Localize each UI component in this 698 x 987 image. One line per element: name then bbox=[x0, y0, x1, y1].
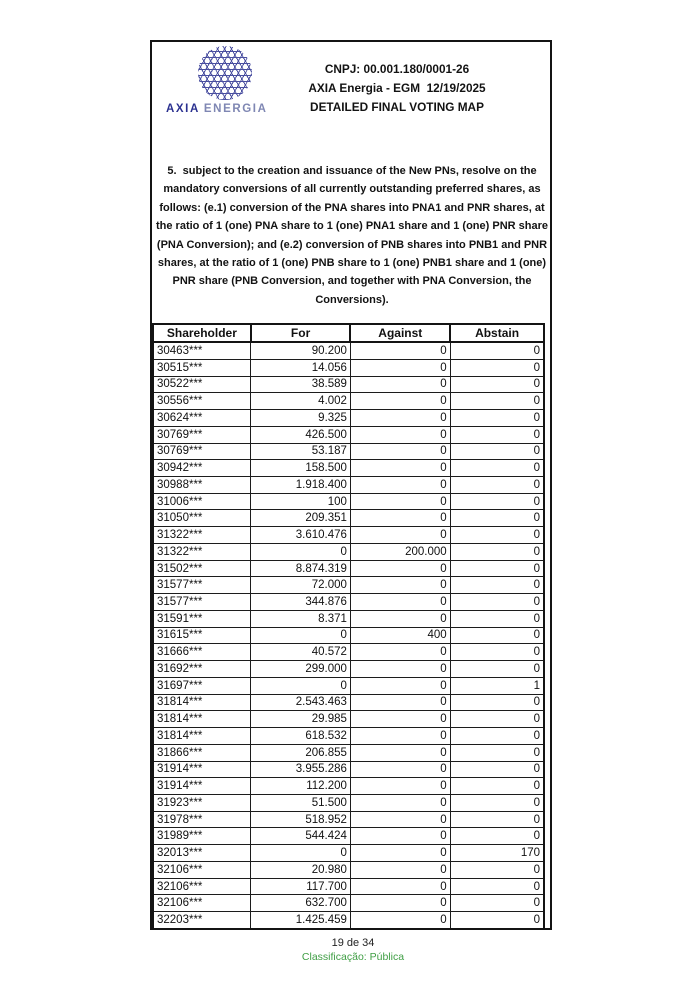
vote-value-cell: 0 bbox=[450, 527, 544, 544]
table-row bbox=[153, 460, 544, 477]
vote-value-cell: 0 bbox=[450, 393, 544, 410]
vote-value-cell: 3.610.476 bbox=[251, 527, 351, 544]
vote-value-cell: 0 bbox=[350, 878, 450, 895]
brand-name-secondary: ENERGIA bbox=[203, 103, 268, 115]
vote-value-cell: 1 bbox=[450, 677, 544, 694]
vote-value-cell: 0 bbox=[450, 778, 544, 795]
page-number: 19 de 34 bbox=[331, 937, 375, 949]
vote-value-cell: 14.056 bbox=[251, 359, 351, 376]
table-row bbox=[153, 359, 544, 376]
vote-value-cell: 0 bbox=[450, 661, 544, 678]
shareholder-cell: 31978*** bbox=[153, 811, 251, 828]
vote-value-cell: 0 bbox=[350, 661, 450, 678]
vote-value-cell: 0 bbox=[450, 543, 544, 560]
table-row bbox=[153, 393, 544, 410]
vote-value-cell: 0 bbox=[450, 477, 544, 494]
shareholder-cell: 31050*** bbox=[153, 510, 251, 527]
shareholder-cell: 31814*** bbox=[153, 728, 251, 745]
vote-value-cell: 0 bbox=[450, 510, 544, 527]
title-line: AXIA Energia - EGM 12/19/2025 bbox=[308, 81, 486, 95]
vote-value-cell: 0 bbox=[350, 610, 450, 627]
table-row bbox=[153, 477, 544, 494]
vote-value-cell: 0 bbox=[450, 761, 544, 778]
vote-value-cell: 0 bbox=[350, 912, 450, 929]
shareholder-cell: 31923*** bbox=[153, 794, 251, 811]
vote-value-cell: 0 bbox=[350, 728, 450, 745]
table-row bbox=[153, 577, 544, 594]
shareholder-cell: 30522*** bbox=[153, 376, 251, 393]
vote-value-cell: 170 bbox=[450, 845, 544, 862]
table-row bbox=[153, 677, 544, 694]
vote-value-cell: 40.572 bbox=[251, 644, 351, 661]
vote-value-cell: 0 bbox=[350, 594, 450, 611]
shareholder-cell: 30942*** bbox=[153, 460, 251, 477]
table-row bbox=[153, 610, 544, 627]
vote-value-cell: 4.002 bbox=[251, 393, 351, 410]
vote-value-cell: 0 bbox=[450, 460, 544, 477]
document-title-block bbox=[277, 60, 517, 117]
page-border-frame bbox=[150, 40, 552, 930]
vote-value-cell: 0 bbox=[350, 778, 450, 795]
column-header: Shareholder bbox=[153, 324, 251, 342]
shareholder-cell: 30463*** bbox=[153, 342, 251, 359]
title-line: DETAILED FINAL VOTING MAP bbox=[310, 100, 484, 114]
shareholder-cell: 30769*** bbox=[153, 426, 251, 443]
vote-value-cell: 299.000 bbox=[251, 661, 351, 678]
shareholder-cell: 32106*** bbox=[153, 861, 251, 878]
vote-value-cell: 20.980 bbox=[251, 861, 351, 878]
table-row bbox=[153, 527, 544, 544]
voting-table bbox=[152, 323, 545, 930]
vote-value-cell: 0 bbox=[350, 577, 450, 594]
shareholder-cell: 31914*** bbox=[153, 778, 251, 795]
vote-value-cell: 0 bbox=[350, 426, 450, 443]
shareholder-cell: 31006*** bbox=[153, 493, 251, 510]
table-row bbox=[153, 510, 544, 527]
shareholder-cell: 31866*** bbox=[153, 744, 251, 761]
shareholder-cell: 31577*** bbox=[153, 594, 251, 611]
shareholder-cell: 31814*** bbox=[153, 711, 251, 728]
vote-value-cell: 0 bbox=[450, 610, 544, 627]
vote-value-cell: 0 bbox=[350, 376, 450, 393]
vote-value-cell: 0 bbox=[450, 794, 544, 811]
vote-value-cell: 0 bbox=[450, 426, 544, 443]
table-row bbox=[153, 794, 544, 811]
vote-value-cell: 0 bbox=[350, 677, 450, 694]
vote-value-cell: 1.918.400 bbox=[251, 477, 351, 494]
table-row bbox=[153, 828, 544, 845]
shareholder-cell: 31577*** bbox=[153, 577, 251, 594]
vote-value-cell: 100 bbox=[251, 493, 351, 510]
vote-value-cell: 0 bbox=[251, 677, 351, 694]
vote-value-cell: 206.855 bbox=[251, 744, 351, 761]
vote-value-cell: 8.371 bbox=[251, 610, 351, 627]
shareholder-cell: 31692*** bbox=[153, 661, 251, 678]
shareholder-cell: 30624*** bbox=[153, 410, 251, 427]
table-row bbox=[153, 912, 544, 929]
table-header-row bbox=[153, 324, 544, 342]
vote-value-cell: 518.952 bbox=[251, 811, 351, 828]
vote-value-cell: 0 bbox=[350, 711, 450, 728]
vote-value-cell: 0 bbox=[350, 443, 450, 460]
vote-value-cell: 0 bbox=[350, 761, 450, 778]
page-footer bbox=[150, 936, 556, 964]
vote-value-cell: 426.500 bbox=[251, 426, 351, 443]
axia-wordmark bbox=[166, 103, 286, 115]
shareholder-cell: 32013*** bbox=[153, 845, 251, 862]
agenda-item-text: 5. subject to the creation and issuance of the New PNs, resolve on the mandatory conversions of all currently outstanding preferred shares, as follows: (e.1) conversion of the PNA shares into PNA1 and PNR shares, at the ratio of 1 (one) PNA share to 1 (one) PNA1 share and 1 (one) PNR share (PNA Conversion); and (e.2) conversion of PNB shares into PNB1 and PNR shares, at the ratio of 1 (one) PNB share to 1 (one) PNB1 share and 1 (one) PNR share (PNB Conversion, and together with PNA Conversion, the Conversions). bbox=[156, 165, 548, 306]
vote-value-cell: 0 bbox=[450, 627, 544, 644]
table-row bbox=[153, 728, 544, 745]
vote-value-cell: 0 bbox=[350, 460, 450, 477]
vote-value-cell: 0 bbox=[450, 493, 544, 510]
axia-sphere-logo-icon bbox=[198, 46, 252, 100]
table-row bbox=[153, 861, 544, 878]
title-line: CNPJ: 00.001.180/0001-26 bbox=[324, 62, 470, 76]
shareholder-cell: 30988*** bbox=[153, 477, 251, 494]
table-row bbox=[153, 543, 544, 560]
shareholder-cell: 30556*** bbox=[153, 393, 251, 410]
vote-value-cell: 0 bbox=[350, 644, 450, 661]
vote-value-cell: 618.532 bbox=[251, 728, 351, 745]
vote-value-cell: 0 bbox=[450, 342, 544, 359]
vote-value-cell: 38.589 bbox=[251, 376, 351, 393]
vote-value-cell: 0 bbox=[350, 811, 450, 828]
table-row bbox=[153, 443, 544, 460]
classification-label: Classificação: Pública bbox=[301, 951, 405, 963]
vote-value-cell: 0 bbox=[350, 527, 450, 544]
vote-value-cell: 0 bbox=[350, 560, 450, 577]
table-row bbox=[153, 627, 544, 644]
shareholder-cell: 32106*** bbox=[153, 878, 251, 895]
vote-value-cell: 0 bbox=[450, 560, 544, 577]
table-row bbox=[153, 342, 544, 359]
shareholder-cell: 31697*** bbox=[153, 677, 251, 694]
vote-value-cell: 0 bbox=[350, 861, 450, 878]
table-row bbox=[153, 744, 544, 761]
table-row bbox=[153, 376, 544, 393]
table-row bbox=[153, 895, 544, 912]
shareholder-cell: 30769*** bbox=[153, 443, 251, 460]
vote-value-cell: 0 bbox=[350, 794, 450, 811]
table-row bbox=[153, 845, 544, 862]
vote-value-cell: 112.200 bbox=[251, 778, 351, 795]
vote-value-cell: 9.325 bbox=[251, 410, 351, 427]
shareholder-cell: 31502*** bbox=[153, 560, 251, 577]
vote-value-cell: 0 bbox=[450, 443, 544, 460]
vote-value-cell: 200.000 bbox=[350, 543, 450, 560]
vote-value-cell: 0 bbox=[450, 895, 544, 912]
vote-value-cell: 400 bbox=[350, 627, 450, 644]
vote-value-cell: 0 bbox=[350, 845, 450, 862]
column-header: Abstain bbox=[450, 324, 544, 342]
vote-value-cell: 0 bbox=[450, 811, 544, 828]
shareholder-cell: 31989*** bbox=[153, 828, 251, 845]
vote-value-cell: 0 bbox=[350, 694, 450, 711]
vote-value-cell: 0 bbox=[450, 912, 544, 929]
table-row bbox=[153, 426, 544, 443]
vote-value-cell: 0 bbox=[450, 359, 544, 376]
table-row bbox=[153, 560, 544, 577]
table-row bbox=[153, 811, 544, 828]
vote-value-cell: 0 bbox=[350, 342, 450, 359]
vote-value-cell: 544.424 bbox=[251, 828, 351, 845]
vote-value-cell: 0 bbox=[450, 744, 544, 761]
table-row bbox=[153, 778, 544, 795]
table-row bbox=[153, 661, 544, 678]
vote-value-cell: 0 bbox=[350, 744, 450, 761]
vote-value-cell: 0 bbox=[450, 410, 544, 427]
vote-value-cell: 0 bbox=[450, 878, 544, 895]
vote-value-cell: 0 bbox=[450, 376, 544, 393]
vote-value-cell: 0 bbox=[450, 861, 544, 878]
shareholder-cell: 32203*** bbox=[153, 912, 251, 929]
vote-value-cell: 0 bbox=[450, 711, 544, 728]
shareholder-cell: 31914*** bbox=[153, 761, 251, 778]
shareholder-cell: 31591*** bbox=[153, 610, 251, 627]
shareholder-cell: 31615*** bbox=[153, 627, 251, 644]
vote-value-cell: 0 bbox=[350, 828, 450, 845]
shareholder-cell: 31666*** bbox=[153, 644, 251, 661]
vote-value-cell: 29.985 bbox=[251, 711, 351, 728]
shareholder-cell: 31322*** bbox=[153, 527, 251, 544]
vote-value-cell: 0 bbox=[251, 543, 351, 560]
vote-value-cell: 0 bbox=[251, 627, 351, 644]
vote-value-cell: 0 bbox=[350, 477, 450, 494]
table-row bbox=[153, 878, 544, 895]
vote-value-cell: 209.351 bbox=[251, 510, 351, 527]
vote-value-cell: 3.955.286 bbox=[251, 761, 351, 778]
table-row bbox=[153, 711, 544, 728]
vote-value-cell: 90.200 bbox=[251, 342, 351, 359]
column-header: Against bbox=[350, 324, 450, 342]
vote-value-cell: 72.000 bbox=[251, 577, 351, 594]
axia-logo bbox=[166, 46, 286, 115]
vote-value-cell: 0 bbox=[350, 510, 450, 527]
table-row bbox=[153, 594, 544, 611]
vote-value-cell: 0 bbox=[350, 359, 450, 376]
vote-value-cell: 0 bbox=[450, 644, 544, 661]
vote-value-cell: 0 bbox=[350, 393, 450, 410]
column-header: For bbox=[251, 324, 351, 342]
vote-value-cell: 0 bbox=[350, 895, 450, 912]
vote-value-cell: 2.543.463 bbox=[251, 694, 351, 711]
vote-value-cell: 0 bbox=[450, 577, 544, 594]
vote-value-cell: 0 bbox=[350, 410, 450, 427]
table-row bbox=[153, 493, 544, 510]
shareholder-cell: 31322*** bbox=[153, 543, 251, 560]
vote-value-cell: 51.500 bbox=[251, 794, 351, 811]
table-row bbox=[153, 644, 544, 661]
table-body bbox=[153, 342, 544, 929]
vote-value-cell: 344.876 bbox=[251, 594, 351, 611]
shareholder-cell: 31814*** bbox=[153, 694, 251, 711]
table-row bbox=[153, 761, 544, 778]
vote-value-cell: 0 bbox=[450, 694, 544, 711]
vote-value-cell: 0 bbox=[251, 845, 351, 862]
vote-value-cell: 0 bbox=[350, 493, 450, 510]
shareholder-cell: 30515*** bbox=[153, 359, 251, 376]
shareholder-cell: 32106*** bbox=[153, 895, 251, 912]
vote-value-cell: 0 bbox=[450, 828, 544, 845]
vote-value-cell: 158.500 bbox=[251, 460, 351, 477]
table-row bbox=[153, 694, 544, 711]
vote-value-cell: 0 bbox=[450, 594, 544, 611]
vote-value-cell: 8.874.319 bbox=[251, 560, 351, 577]
vote-value-cell: 0 bbox=[450, 728, 544, 745]
table-row bbox=[153, 410, 544, 427]
vote-value-cell: 1.425.459 bbox=[251, 912, 351, 929]
vote-value-cell: 632.700 bbox=[251, 895, 351, 912]
vote-value-cell: 53.187 bbox=[251, 443, 351, 460]
vote-value-cell: 117.700 bbox=[251, 878, 351, 895]
brand-name-primary: AXIA bbox=[166, 103, 200, 115]
